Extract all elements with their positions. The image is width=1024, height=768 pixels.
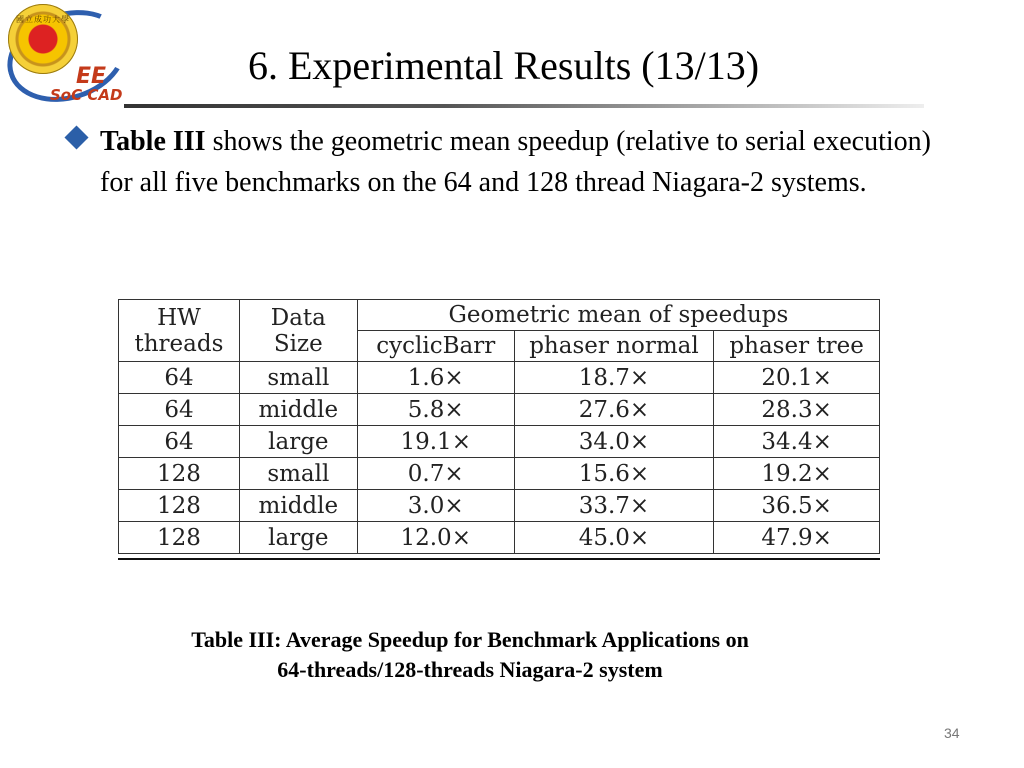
cell-data-size: middle (239, 490, 357, 522)
caption-line-1: Table III: Average Speedup for Benchmark Applications on (191, 627, 749, 652)
bullet-point (68, 121, 968, 203)
cell-cyclicbarr: 5.8× (357, 394, 514, 426)
page-number: 34 (944, 725, 960, 741)
cell-hw-threads: 64 (119, 426, 240, 458)
speedup-table (118, 299, 880, 554)
cell-phaser-tree: 19.2× (714, 458, 880, 490)
title-divider (124, 104, 924, 108)
logo-ee-text: EE (76, 64, 107, 89)
header-phaser-normal: phaser normal (514, 331, 714, 362)
cell-cyclicbarr: 19.1× (357, 426, 514, 458)
soc-cad-logo (6, 4, 124, 104)
table-body (119, 362, 880, 554)
cell-cyclicbarr: 0.7× (357, 458, 514, 490)
diamond-bullet-icon (64, 125, 88, 149)
table-header-row (119, 300, 880, 331)
bullet-text (100, 121, 968, 203)
seal-text: 國立成功大學 (16, 15, 70, 24)
cell-data-size: large (239, 522, 357, 554)
logo-soc-cad-text: SoC CAD (50, 86, 123, 104)
cell-hw-threads: 64 (119, 362, 240, 394)
table-row (119, 458, 880, 490)
header-data-size: Data Size (239, 300, 357, 362)
table-row (119, 490, 880, 522)
cell-cyclicbarr: 1.6× (357, 362, 514, 394)
cell-data-size: small (239, 362, 357, 394)
header-geometric-mean: Geometric mean of speedups (357, 300, 879, 331)
cell-data-size: small (239, 458, 357, 490)
cell-phaser-tree: 20.1× (714, 362, 880, 394)
table-caption (0, 625, 940, 685)
cell-phaser-normal: 45.0× (514, 522, 714, 554)
cell-phaser-normal: 18.7× (514, 362, 714, 394)
cell-cyclicbarr: 12.0× (357, 522, 514, 554)
cell-phaser-normal: 15.6× (514, 458, 714, 490)
cell-phaser-normal: 27.6× (514, 394, 714, 426)
cell-phaser-tree: 36.5× (714, 490, 880, 522)
slide-title: 6. Experimental Results (13/13) (248, 43, 760, 88)
table-row (119, 426, 880, 458)
cell-phaser-normal: 33.7× (514, 490, 714, 522)
header-phaser-tree: phaser tree (714, 331, 880, 362)
bullet-rest-text: shows the geometric mean speedup (relative to serial execution) for all five benchmarks on the 64 and 128 thread Niagara-2 systems. (100, 126, 931, 198)
cell-cyclicbarr: 3.0× (357, 490, 514, 522)
cell-phaser-tree: 28.3× (714, 394, 880, 426)
caption-line-2: 64-threads/128-threads Niagara-2 system (277, 657, 663, 682)
table-row (119, 522, 880, 554)
cell-hw-threads: 128 (119, 490, 240, 522)
table-row (119, 394, 880, 426)
cell-phaser-normal: 34.0× (514, 426, 714, 458)
bullet-bold-text: Table III (100, 126, 206, 157)
cell-data-size: middle (239, 394, 357, 426)
header-cyclicbarr: cyclicBarr (357, 331, 514, 362)
cell-hw-threads: 128 (119, 458, 240, 490)
cell-data-size: large (239, 426, 357, 458)
table-row (119, 362, 880, 394)
header-hw-threads: HW threads (119, 300, 240, 362)
cell-hw-threads: 64 (119, 394, 240, 426)
cell-hw-threads: 128 (119, 522, 240, 554)
cell-phaser-tree: 47.9× (714, 522, 880, 554)
cell-phaser-tree: 34.4× (714, 426, 880, 458)
results-table-container (118, 299, 880, 560)
